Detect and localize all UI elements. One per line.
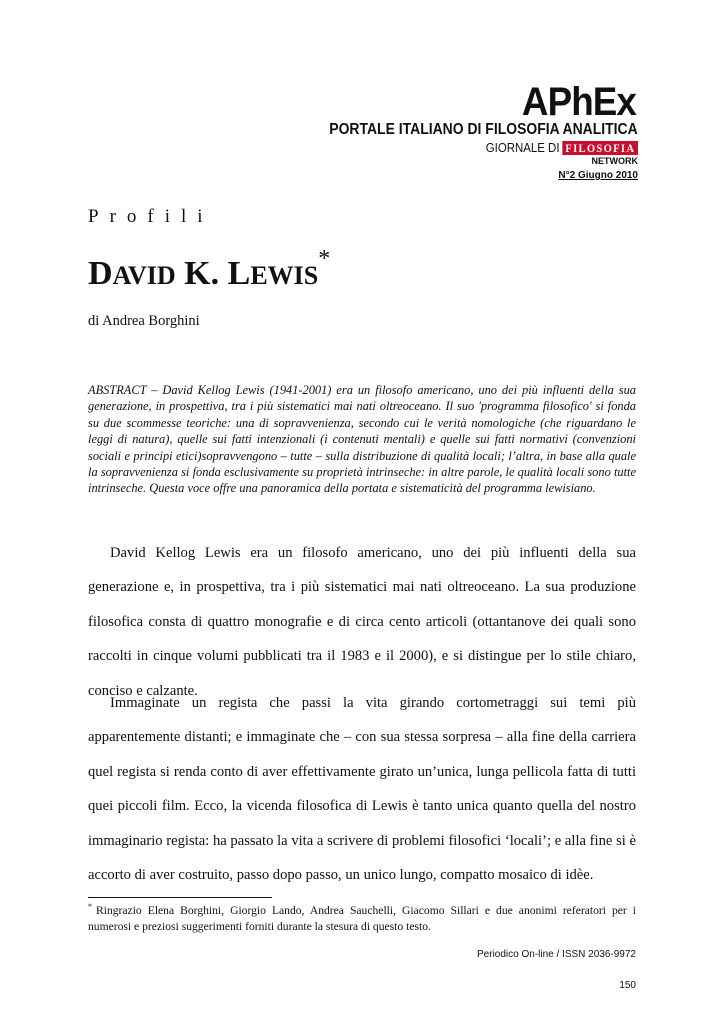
issn-line: Periodico On-line / ISSN 2036-9972: [477, 949, 636, 960]
author-byline: di Andrea Borghini: [88, 313, 200, 329]
body-paragraph-1: David Kellog Lewis era un filosofo americano, uno dei più influenti della sua generazione e, in prospettiva, tra i più sistematici mai nati oltreoceano. La sua produzione filosofica consta di quattro monografie e di circa cento articoli (ottantanove dei quali sono raccolti in cinque volumi pubblicati tra il 1983 e il 2000), e si distingue per lo stile chiaro, conciso e calzante.: [88, 545, 636, 699]
journal-logo-title: APhEx: [521, 80, 636, 124]
journal-name-badge: FILOSOFIA: [563, 141, 638, 155]
body-paragraph-2: Immaginate un regista che passi la vita girando cortometraggi sui temi più apparentemente distanti; e immaginate che – con sua stessa sorpresa – alla fine della carriera quel regista si renda conto di aver effettivamente girato un’unica, lunga pellicola fatta di tutti quei piccoli film. Ecco, la vicenda filosofica di Lewis è tanto unica quanto quella del nostro immaginario regista: ha passato la vita a scrivere di problemi filosofici ‘locali’; e alla fine si è accorto di aver costruito, passo dopo passo, un unico lungo, compatto mosaico di idèe.: [88, 695, 636, 884]
article-title: [88, 246, 331, 296]
page-number: 150: [619, 980, 636, 991]
footnote-text: Ringrazio Elena Borghini, Giorgio Lando, Andrea Sauchelli, Giacomo Sillari e due anonimi referatori per i numerosi e preziosi suggerimenti forniti durante la stesura di questo testo.: [88, 904, 636, 933]
title-middle: K.: [175, 255, 228, 292]
title-footnote-marker: *: [318, 246, 331, 272]
footnote: [88, 903, 636, 935]
abstract: ABSTRACT – David Kellog Lewis (1941-2001) era un filosofo americano, uno dei più influenti della sua generazione, in prospettiva, tra i più sistematici mai nati oltreoceano. Il suo 'programma filosofico' si fonda su due scommesse teoriche: una di sopravvenienza, secondo cui le verità nomologiche (che riguardano le leggi di natura), quelle sui fatti intenzionali (i contenuti mentali) e quelle sui fatti normativi (convenzioni sociali e principi etici)sopravvengono – tutte – sulla distribuzione di qualità locali; l’altra, in base alla quale la sopravvenienza si fonda esclusivamente su proprietà intrinseche: in altre parole, le qualità locali sono tutte intrinseche. Questa voce offre una panoramica della portata e sistematicità del programma lewisiano.: [88, 383, 636, 496]
title-rest-ewis: EWIS: [250, 261, 319, 290]
journal-logo-subtitle: PORTALE ITALIANO DI FILOSOFIA ANALITICA: [329, 121, 638, 138]
title-initial-l: L: [227, 255, 251, 292]
journal-prefix: GIORNALE DI: [485, 140, 560, 155]
footnote-marker: *: [88, 902, 92, 911]
section-label: Profili: [88, 206, 214, 227]
issue-info: N°2 Giugno 2010: [558, 170, 638, 181]
footnote-divider: [88, 897, 272, 898]
title-initial-d: D: [88, 255, 113, 292]
title-rest-avid: AVID: [112, 261, 176, 290]
journal-name-line: [486, 140, 638, 156]
network-label: NETWORK: [591, 156, 638, 166]
